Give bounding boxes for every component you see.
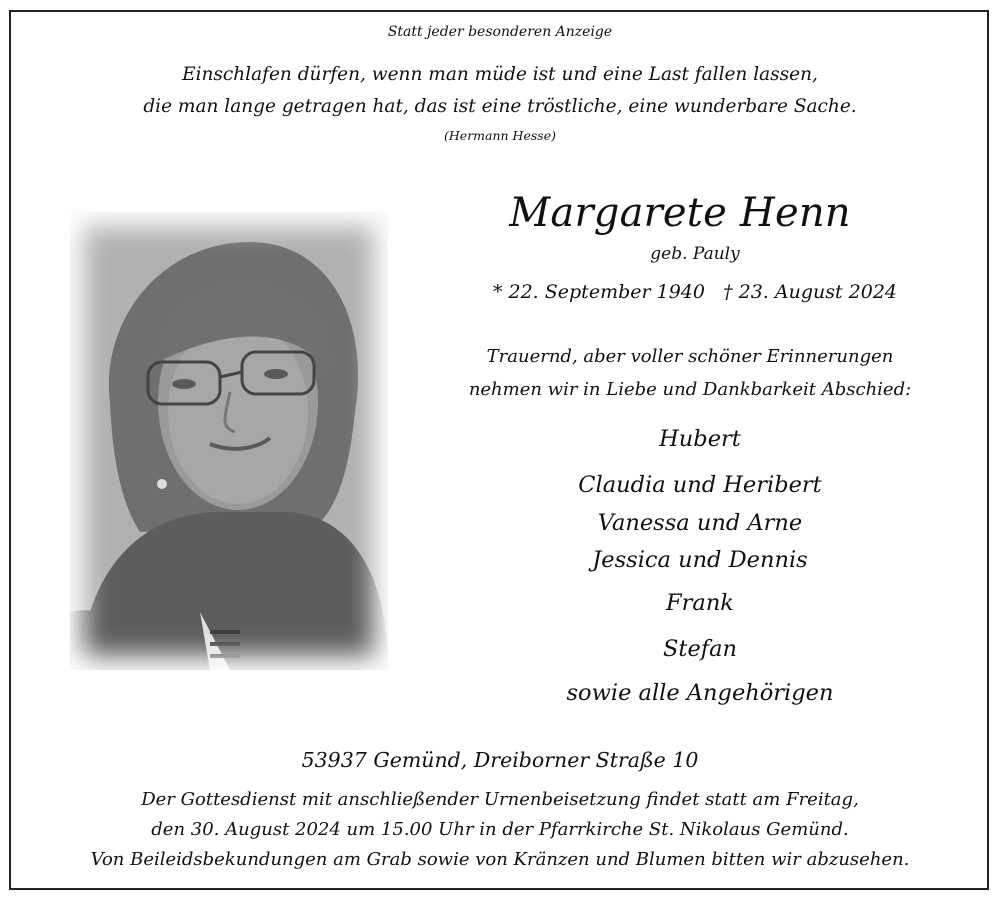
mourner-name: Vanessa und Arne <box>597 510 803 536</box>
quote-line-2: die man lange getragen hat, das ist eine tröstliche, eine wunderbare Sache. <box>143 96 857 117</box>
mourner-name: Claudia und Heribert <box>578 472 822 498</box>
mourning-message-line-2: nehmen wir in Liebe und Dankbarkeit Abschied: <box>468 379 912 400</box>
service-line-2: den 30. August 2024 um 15.00 Uhr in der Pfarrkirche St. Nikolaus Gemünd. <box>151 819 849 840</box>
mourner-name: Frank <box>666 590 734 616</box>
mourning-message-line-1: Trauernd, aber voller schöner Erinnerungen <box>486 346 894 367</box>
quote-line-1: Einschlafen dürfen, wenn man müde ist und eine Last fallen lassen, <box>182 64 818 85</box>
mourner-name: Stefan <box>662 636 737 662</box>
service-line-1: Der Gottesdienst mit anschließender Urnenbeisetzung findet statt am Freitag, <box>141 789 859 810</box>
address: 53937 Gemünd, Dreiborner Straße 10 <box>301 748 699 772</box>
quote-author: (Hermann Hesse) <box>444 128 556 143</box>
portrait-photo <box>70 212 388 670</box>
service-line-3: Von Beileidsbekundungen am Grab sowie von Kränzen und Blumen bitten wir abzusehen. <box>90 849 910 870</box>
mourner-name: Jessica und Dennis <box>592 547 808 573</box>
maiden-name: geb. Pauly <box>650 244 740 264</box>
mourner-name: Hubert <box>659 426 741 452</box>
portrait-image <box>70 212 388 670</box>
intro-line: Statt jeder besonderen Anzeige <box>387 24 613 40</box>
mourner-name: sowie alle Angehörigen <box>566 680 834 706</box>
deceased-name: Margarete Henn <box>509 190 851 236</box>
life-dates: * 22. September 1940 † 23. August 2024 <box>492 281 898 303</box>
